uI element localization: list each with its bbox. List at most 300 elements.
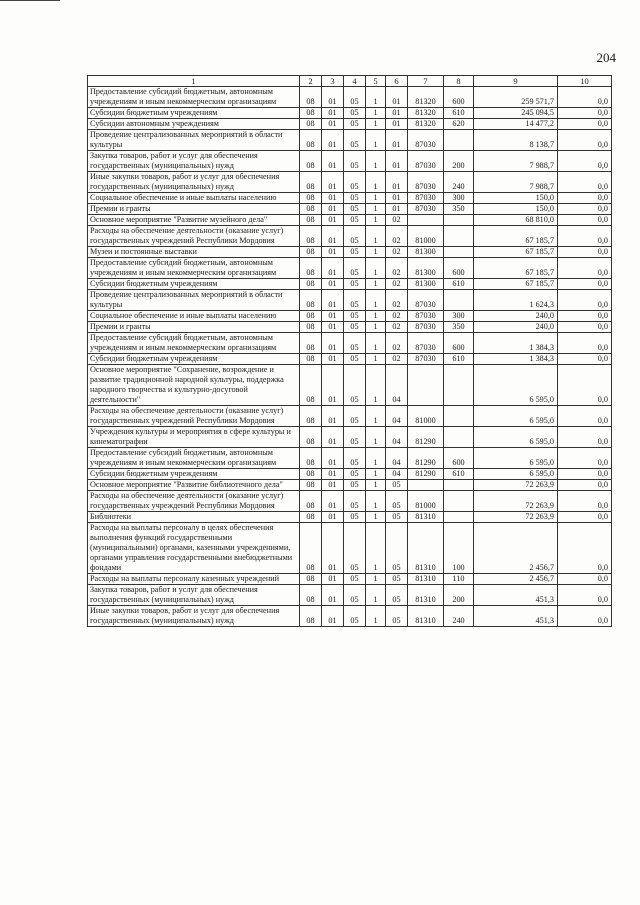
code-event: 01 xyxy=(386,193,408,204)
table-body xyxy=(88,87,612,627)
code-subprogram: 1 xyxy=(366,365,386,406)
amount-other: 0,0 xyxy=(558,87,612,108)
code-event: 05 xyxy=(386,585,408,606)
table-row xyxy=(88,87,612,108)
code-event: 05 xyxy=(386,523,408,574)
code-subprogram: 1 xyxy=(366,108,386,119)
code-direction: 87030 xyxy=(408,151,444,172)
code-event: 01 xyxy=(386,108,408,119)
code-section: 08 xyxy=(300,406,322,427)
table-row xyxy=(88,108,612,119)
code-subprogram: 1 xyxy=(366,258,386,279)
code-event: 02 xyxy=(386,322,408,333)
code-event: 04 xyxy=(386,427,408,448)
code-program: 05 xyxy=(344,448,366,469)
code-program: 05 xyxy=(344,333,366,354)
amount-other: 0,0 xyxy=(558,204,612,215)
code-subprogram: 1 xyxy=(366,311,386,322)
code-subsection: 01 xyxy=(322,322,344,333)
code-subprogram: 1 xyxy=(366,151,386,172)
amount: 1 384,3 xyxy=(474,354,558,365)
table-row xyxy=(88,491,612,512)
code-event: 02 xyxy=(386,311,408,322)
code-subprogram: 1 xyxy=(366,480,386,491)
expense-name: Закупка товаров, работ и услуг для обеспечения государственных (муниципальных) нужд xyxy=(88,585,300,606)
expense-name: Социальное обеспечение и иные выплаты населению xyxy=(88,311,300,322)
code-direction: 81310 xyxy=(408,585,444,606)
amount-other: 0,0 xyxy=(558,322,612,333)
amount-other: 0,0 xyxy=(558,151,612,172)
code-subsection: 01 xyxy=(322,130,344,151)
code-expense-type: 300 xyxy=(444,311,474,322)
expense-name: Закупка товаров, работ и услуг для обеспечения государственных (муниципальных) нужд xyxy=(88,151,300,172)
amount: 7 988,7 xyxy=(474,172,558,193)
code-program: 05 xyxy=(344,354,366,365)
code-subsection: 01 xyxy=(322,469,344,480)
code-subprogram: 1 xyxy=(366,226,386,247)
column-header: 1 xyxy=(88,76,300,87)
expense-name: Предоставление субсидий бюджетным, автономным учреждениям и иным некоммерческим организациям xyxy=(88,448,300,469)
code-event: 01 xyxy=(386,151,408,172)
expense-name: Субсидии бюджетным учреждениям xyxy=(88,279,300,290)
code-expense-type: 110 xyxy=(444,574,474,585)
table-row xyxy=(88,354,612,365)
amount: 67 185,7 xyxy=(474,279,558,290)
code-section: 08 xyxy=(300,130,322,151)
expense-name: Библиотеки xyxy=(88,512,300,523)
code-expense-type xyxy=(444,226,474,247)
amount: 8 138,7 xyxy=(474,130,558,151)
code-program: 05 xyxy=(344,523,366,574)
code-section: 08 xyxy=(300,606,322,627)
code-expense-type: 610 xyxy=(444,108,474,119)
code-section: 08 xyxy=(300,365,322,406)
code-program: 05 xyxy=(344,406,366,427)
code-subsection: 01 xyxy=(322,247,344,258)
expense-name: Проведение централизованных мероприятий в области культуры xyxy=(88,130,300,151)
expense-name: Основное мероприятие "Развитие музейного дела" xyxy=(88,215,300,226)
code-subsection: 01 xyxy=(322,226,344,247)
code-program: 05 xyxy=(344,87,366,108)
expense-name: Субсидии бюджетным учреждениям xyxy=(88,469,300,480)
code-section: 08 xyxy=(300,585,322,606)
code-expense-type: 350 xyxy=(444,322,474,333)
amount: 245 094,5 xyxy=(474,108,558,119)
amount-other: 0,0 xyxy=(558,480,612,491)
table-row xyxy=(88,247,612,258)
code-subprogram: 1 xyxy=(366,491,386,512)
code-direction: 81300 xyxy=(408,247,444,258)
code-subsection: 01 xyxy=(322,448,344,469)
amount: 67 185,7 xyxy=(474,247,558,258)
code-section: 08 xyxy=(300,491,322,512)
code-direction xyxy=(408,365,444,406)
code-section: 08 xyxy=(300,226,322,247)
amount-other: 0,0 xyxy=(558,215,612,226)
code-subsection: 01 xyxy=(322,491,344,512)
code-section: 08 xyxy=(300,523,322,574)
amount: 72 263,9 xyxy=(474,480,558,491)
table-row xyxy=(88,512,612,523)
code-subsection: 01 xyxy=(322,87,344,108)
code-subsection: 01 xyxy=(322,193,344,204)
code-subsection: 01 xyxy=(322,574,344,585)
code-direction: 81290 xyxy=(408,469,444,480)
code-expense-type: 600 xyxy=(444,258,474,279)
code-expense-type: 600 xyxy=(444,333,474,354)
code-program: 05 xyxy=(344,606,366,627)
amount: 150,0 xyxy=(474,204,558,215)
code-section: 08 xyxy=(300,480,322,491)
code-program: 05 xyxy=(344,226,366,247)
code-expense-type: 350 xyxy=(444,204,474,215)
code-expense-type xyxy=(444,406,474,427)
code-subprogram: 1 xyxy=(366,204,386,215)
table-row xyxy=(88,193,612,204)
code-expense-type: 620 xyxy=(444,119,474,130)
code-subsection: 01 xyxy=(322,523,344,574)
code-direction: 87030 xyxy=(408,311,444,322)
code-event: 05 xyxy=(386,480,408,491)
amount-other: 0,0 xyxy=(558,172,612,193)
expense-name: Расходы на обеспечение деятельности (оказание услуг) государственных учреждений Республики Мордовия xyxy=(88,226,300,247)
code-subsection: 01 xyxy=(322,290,344,311)
code-subsection: 01 xyxy=(322,606,344,627)
code-expense-type xyxy=(444,215,474,226)
code-program: 05 xyxy=(344,204,366,215)
code-subprogram: 1 xyxy=(366,523,386,574)
amount-other: 0,0 xyxy=(558,491,612,512)
expense-name: Субсидии автономным учреждениям xyxy=(88,119,300,130)
table-row xyxy=(88,523,612,574)
expense-name: Учреждения культуры и мероприятия в сфере культуры и кинематографии xyxy=(88,427,300,448)
column-header: 10 xyxy=(558,76,612,87)
amount-other: 0,0 xyxy=(558,193,612,204)
code-expense-type: 610 xyxy=(444,469,474,480)
code-subsection: 01 xyxy=(322,585,344,606)
page-number: 204 xyxy=(596,50,616,65)
code-section: 08 xyxy=(300,290,322,311)
code-expense-type: 600 xyxy=(444,87,474,108)
code-program: 05 xyxy=(344,469,366,480)
code-event: 02 xyxy=(386,226,408,247)
code-subprogram: 1 xyxy=(366,322,386,333)
code-event: 05 xyxy=(386,574,408,585)
amount: 2 456,7 xyxy=(474,574,558,585)
amount-other: 0,0 xyxy=(558,406,612,427)
code-section: 08 xyxy=(300,108,322,119)
code-direction: 87030 xyxy=(408,193,444,204)
amount-other: 0,0 xyxy=(558,585,612,606)
table-row xyxy=(88,365,612,406)
code-direction: 81290 xyxy=(408,448,444,469)
code-subsection: 01 xyxy=(322,354,344,365)
code-section: 08 xyxy=(300,119,322,130)
code-subsection: 01 xyxy=(322,279,344,290)
expense-name: Социальное обеспечение и иные выплаты населению xyxy=(88,193,300,204)
budget-table xyxy=(87,75,612,627)
amount: 451,3 xyxy=(474,606,558,627)
expense-name: Музеи и постоянные выставки xyxy=(88,247,300,258)
table-row xyxy=(88,469,612,480)
code-section: 08 xyxy=(300,311,322,322)
amount: 72 263,9 xyxy=(474,512,558,523)
column-header: 4 xyxy=(344,76,366,87)
table-row xyxy=(88,606,612,627)
column-header: 5 xyxy=(366,76,386,87)
code-event: 04 xyxy=(386,469,408,480)
amount: 7 988,7 xyxy=(474,151,558,172)
code-program: 05 xyxy=(344,258,366,279)
code-subprogram: 1 xyxy=(366,247,386,258)
amount: 68 810,0 xyxy=(474,215,558,226)
code-event: 04 xyxy=(386,365,408,406)
code-expense-type xyxy=(444,247,474,258)
code-section: 08 xyxy=(300,574,322,585)
code-program: 05 xyxy=(344,585,366,606)
code-subprogram: 1 xyxy=(366,427,386,448)
amount: 259 571,7 xyxy=(474,87,558,108)
code-event: 05 xyxy=(386,606,408,627)
amount-other: 0,0 xyxy=(558,119,612,130)
column-header: 2 xyxy=(300,76,322,87)
code-expense-type: 610 xyxy=(444,279,474,290)
column-header: 3 xyxy=(322,76,344,87)
code-program: 05 xyxy=(344,311,366,322)
code-subprogram: 1 xyxy=(366,469,386,480)
code-section: 08 xyxy=(300,322,322,333)
code-event: 02 xyxy=(386,354,408,365)
code-event: 01 xyxy=(386,87,408,108)
table-row xyxy=(88,130,612,151)
code-subprogram: 1 xyxy=(366,215,386,226)
code-subsection: 01 xyxy=(322,512,344,523)
code-direction: 81300 xyxy=(408,279,444,290)
code-section: 08 xyxy=(300,193,322,204)
code-direction: 81000 xyxy=(408,226,444,247)
code-subprogram: 1 xyxy=(366,87,386,108)
table-row xyxy=(88,427,612,448)
code-subsection: 01 xyxy=(322,108,344,119)
table-row xyxy=(88,151,612,172)
code-program: 05 xyxy=(344,151,366,172)
code-event: 01 xyxy=(386,130,408,151)
code-section: 08 xyxy=(300,87,322,108)
code-section: 08 xyxy=(300,204,322,215)
amount-other: 0,0 xyxy=(558,365,612,406)
code-program: 05 xyxy=(344,427,366,448)
amount: 14 477,2 xyxy=(474,119,558,130)
amount: 67 185,7 xyxy=(474,258,558,279)
amount-other: 0,0 xyxy=(558,130,612,151)
code-program: 05 xyxy=(344,119,366,130)
expense-name: Субсидии бюджетным учреждениям xyxy=(88,354,300,365)
amount: 6 595,0 xyxy=(474,406,558,427)
code-direction: 81310 xyxy=(408,523,444,574)
amount-other: 0,0 xyxy=(558,311,612,322)
amount: 1 384,3 xyxy=(474,333,558,354)
amount-other: 0,0 xyxy=(558,354,612,365)
expense-name: Основное мероприятие "Развитие библиотечного дела" xyxy=(88,480,300,491)
amount: 72 263,9 xyxy=(474,491,558,512)
code-program: 05 xyxy=(344,290,366,311)
code-program: 05 xyxy=(344,108,366,119)
code-program: 05 xyxy=(344,193,366,204)
code-section: 08 xyxy=(300,172,322,193)
code-section: 08 xyxy=(300,247,322,258)
amount-other: 0,0 xyxy=(558,290,612,311)
amount-other: 0,0 xyxy=(558,469,612,480)
code-subprogram: 1 xyxy=(366,512,386,523)
amount: 6 595,0 xyxy=(474,427,558,448)
code-program: 05 xyxy=(344,215,366,226)
column-header: 8 xyxy=(444,76,474,87)
table-row xyxy=(88,333,612,354)
amount-other: 0,0 xyxy=(558,108,612,119)
code-event: 01 xyxy=(386,172,408,193)
code-subprogram: 1 xyxy=(366,606,386,627)
code-program: 05 xyxy=(344,247,366,258)
header-row xyxy=(88,76,612,87)
code-expense-type: 200 xyxy=(444,151,474,172)
expense-name: Иные закупки товаров, работ и услуг для обеспечения государственных (муниципальных) нужд xyxy=(88,172,300,193)
amount: 6 595,0 xyxy=(474,365,558,406)
code-subprogram: 1 xyxy=(366,354,386,365)
code-subprogram: 1 xyxy=(366,130,386,151)
code-expense-type xyxy=(444,512,474,523)
code-program: 05 xyxy=(344,172,366,193)
code-event: 02 xyxy=(386,290,408,311)
table-row xyxy=(88,311,612,322)
code-expense-type: 240 xyxy=(444,606,474,627)
amount: 6 595,0 xyxy=(474,469,558,480)
code-event: 02 xyxy=(386,258,408,279)
code-direction: 87030 xyxy=(408,322,444,333)
code-event: 02 xyxy=(386,279,408,290)
code-subsection: 01 xyxy=(322,365,344,406)
amount: 240,0 xyxy=(474,311,558,322)
code-event: 02 xyxy=(386,247,408,258)
code-program: 05 xyxy=(344,322,366,333)
table-row xyxy=(88,226,612,247)
code-subsection: 01 xyxy=(322,311,344,322)
table-row xyxy=(88,119,612,130)
expense-name: Субсидии бюджетным учреждениям xyxy=(88,108,300,119)
amount: 150,0 xyxy=(474,193,558,204)
code-event: 05 xyxy=(386,491,408,512)
code-expense-type xyxy=(444,427,474,448)
expense-name: Предоставление субсидий бюджетным, автономным учреждениям и иным некоммерческим организациям xyxy=(88,258,300,279)
table-row xyxy=(88,204,612,215)
amount-other: 0,0 xyxy=(558,574,612,585)
expense-name: Премии и гранты xyxy=(88,204,300,215)
code-direction: 81320 xyxy=(408,87,444,108)
table-row xyxy=(88,480,612,491)
table-row xyxy=(88,172,612,193)
code-program: 05 xyxy=(344,130,366,151)
expense-name: Расходы на обеспечение деятельности (оказание услуг) государственных учреждений Республики Мордовия xyxy=(88,406,300,427)
code-direction: 81310 xyxy=(408,606,444,627)
code-section: 08 xyxy=(300,427,322,448)
code-direction: 81290 xyxy=(408,427,444,448)
table-row xyxy=(88,290,612,311)
code-event: 01 xyxy=(386,204,408,215)
code-subprogram: 1 xyxy=(366,585,386,606)
code-subprogram: 1 xyxy=(366,290,386,311)
code-direction: 87030 xyxy=(408,290,444,311)
code-direction: 81310 xyxy=(408,512,444,523)
code-subprogram: 1 xyxy=(366,333,386,354)
table-row xyxy=(88,448,612,469)
code-subprogram: 1 xyxy=(366,279,386,290)
code-subsection: 01 xyxy=(322,119,344,130)
amount-other: 0,0 xyxy=(558,247,612,258)
code-direction xyxy=(408,215,444,226)
expense-name: Проведение централизованных мероприятий в области культуры xyxy=(88,290,300,311)
amount: 451,3 xyxy=(474,585,558,606)
expense-name: Иные закупки товаров, работ и услуг для обеспечения государственных (муниципальных) нужд xyxy=(88,606,300,627)
column-header: 6 xyxy=(386,76,408,87)
code-program: 05 xyxy=(344,279,366,290)
code-direction: 87030 xyxy=(408,333,444,354)
code-subprogram: 1 xyxy=(366,119,386,130)
table-row xyxy=(88,574,612,585)
expense-name: Расходы на выплаты персоналу в целях обеспечения выполнения функций государственными (муниципальными) органами, казенными учреждениями, органами управления государственными внебюджетными фондами xyxy=(88,523,300,574)
code-program: 05 xyxy=(344,480,366,491)
code-direction: 81310 xyxy=(408,574,444,585)
code-subprogram: 1 xyxy=(366,172,386,193)
code-direction: 81000 xyxy=(408,491,444,512)
amount-other: 0,0 xyxy=(558,258,612,279)
code-direction: 81000 xyxy=(408,406,444,427)
amount-other: 0,0 xyxy=(558,226,612,247)
table-row xyxy=(88,406,612,427)
code-expense-type: 610 xyxy=(444,354,474,365)
code-section: 08 xyxy=(300,469,322,480)
code-subsection: 01 xyxy=(322,215,344,226)
code-subsection: 01 xyxy=(322,151,344,172)
code-subsection: 01 xyxy=(322,333,344,354)
amount-other: 0,0 xyxy=(558,333,612,354)
amount-other: 0,0 xyxy=(558,448,612,469)
code-direction: 87030 xyxy=(408,354,444,365)
code-section: 08 xyxy=(300,258,322,279)
code-subsection: 01 xyxy=(322,427,344,448)
amount-other: 0,0 xyxy=(558,523,612,574)
code-event: 02 xyxy=(386,215,408,226)
code-expense-type xyxy=(444,365,474,406)
expense-name: Расходы на выплаты персоналу казенных учреждений xyxy=(88,574,300,585)
code-section: 08 xyxy=(300,448,322,469)
expense-name: Предоставление субсидий бюджетным, автономным учреждениям и иным некоммерческим организациям xyxy=(88,333,300,354)
amount-other: 0,0 xyxy=(558,427,612,448)
expense-name: Предоставление субсидий бюджетным, автономным учреждениям и иным некоммерческим организациям xyxy=(88,87,300,108)
code-section: 08 xyxy=(300,279,322,290)
table-row xyxy=(88,215,612,226)
code-subprogram: 1 xyxy=(366,193,386,204)
code-subprogram: 1 xyxy=(366,574,386,585)
code-subsection: 01 xyxy=(322,172,344,193)
code-program: 05 xyxy=(344,491,366,512)
code-event: 01 xyxy=(386,119,408,130)
amount: 1 624,3 xyxy=(474,290,558,311)
code-expense-type xyxy=(444,130,474,151)
code-direction: 87030 xyxy=(408,172,444,193)
code-subsection: 01 xyxy=(322,480,344,491)
code-section: 08 xyxy=(300,151,322,172)
code-direction: 81320 xyxy=(408,119,444,130)
table-row xyxy=(88,585,612,606)
